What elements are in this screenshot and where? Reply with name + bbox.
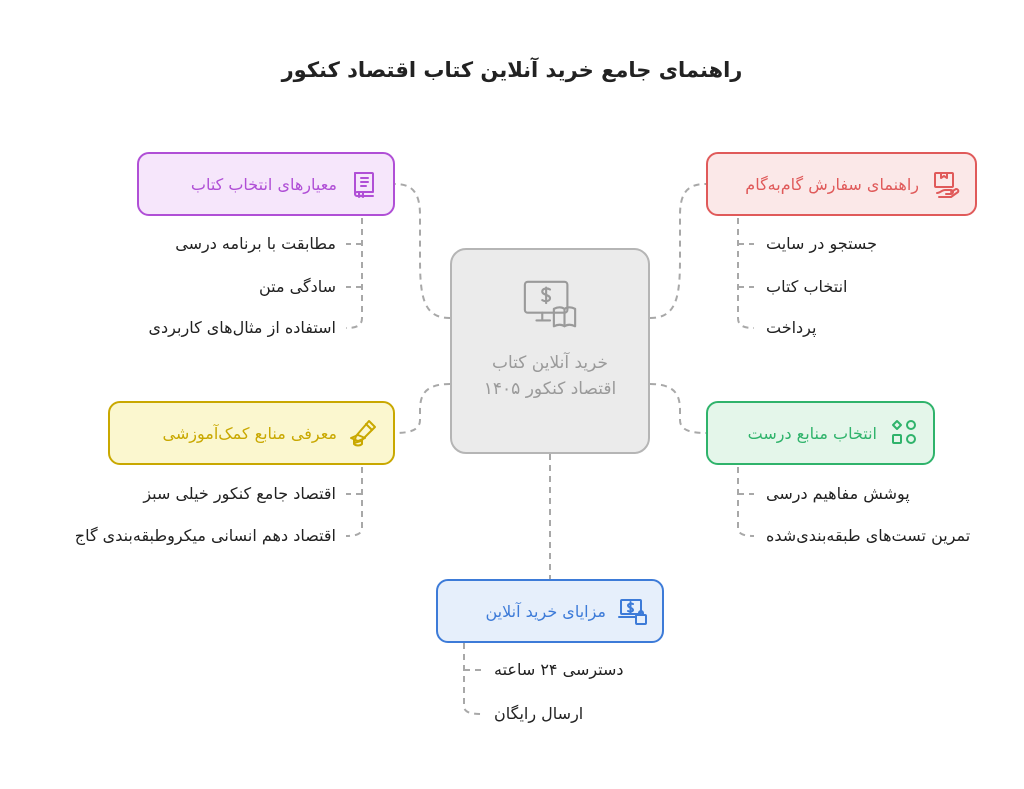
criteria-node (137, 152, 395, 216)
connector-order-items (738, 218, 754, 328)
right-resources-item-1: پوشش مفاهیم درسی (766, 484, 910, 503)
pencil-graduation-icon (349, 418, 379, 448)
criteria-label: معیارهای انتخاب کتاب (190, 174, 337, 194)
order-item-2: انتخاب کتاب (766, 277, 848, 296)
order-guide-label: راهنمای سفارش گام‌به‌گام (745, 174, 919, 194)
connector-criteria-items (346, 218, 362, 328)
connector-resources-intro (395, 384, 450, 433)
resources-intro-node (108, 401, 395, 465)
cart-hand-icon (931, 169, 961, 199)
order-item-3: پرداخت (766, 318, 817, 337)
resources-intro-item-2: اقتصاد دهم انسانی میکروطبقه‌بندی گاج (74, 526, 336, 545)
order-guide-node (706, 152, 977, 216)
connector-right-resources (650, 384, 706, 433)
resources-intro-item-1: اقتصاد جامع کنکور خیلی سبز (143, 484, 336, 503)
center-label: خرید آنلاین کتاب اقتصاد کنکور ۱۴۰۵ (483, 353, 617, 399)
connector-resources-intro-items (346, 467, 362, 536)
benefits-item-1: دسترسی ۲۴ ساعته (494, 660, 624, 679)
benefits-item-2: ارسال رایگان (494, 704, 584, 723)
connector-benefits-items (464, 643, 482, 714)
connector-order (650, 184, 706, 318)
right-resources-item-2: تمرین تست‌های طبقه‌بندی‌شده (766, 526, 971, 545)
criteria-item-2: سادگی متن (258, 277, 336, 296)
laptop-bag-icon (618, 596, 648, 626)
resources-intro-label: معرفی منابع کمک‌آموزشی (162, 423, 337, 443)
criteria-item-3: استفاده از مثال‌های کاربردی (148, 318, 336, 337)
book-icon (349, 169, 379, 199)
order-item-1: جستجو در سایت (766, 234, 878, 253)
computer-book-dollar-icon (521, 276, 579, 338)
connector-right-resources-items (738, 467, 754, 536)
shapes-icon (889, 418, 919, 448)
online-benefits-label: مزایای خرید آنلاین (485, 601, 606, 621)
criteria-item-1: مطابقت با برنامه درسی (175, 234, 336, 253)
diagram-title: راهنمای جامع خرید آنلاین کتاب اقتصاد کنکور (281, 58, 743, 82)
right-resources-node (706, 401, 935, 465)
center-node (450, 248, 650, 454)
online-benefits-node (436, 579, 664, 643)
connector-criteria (395, 184, 450, 318)
right-resources-label: انتخاب منابع درست (747, 423, 877, 443)
